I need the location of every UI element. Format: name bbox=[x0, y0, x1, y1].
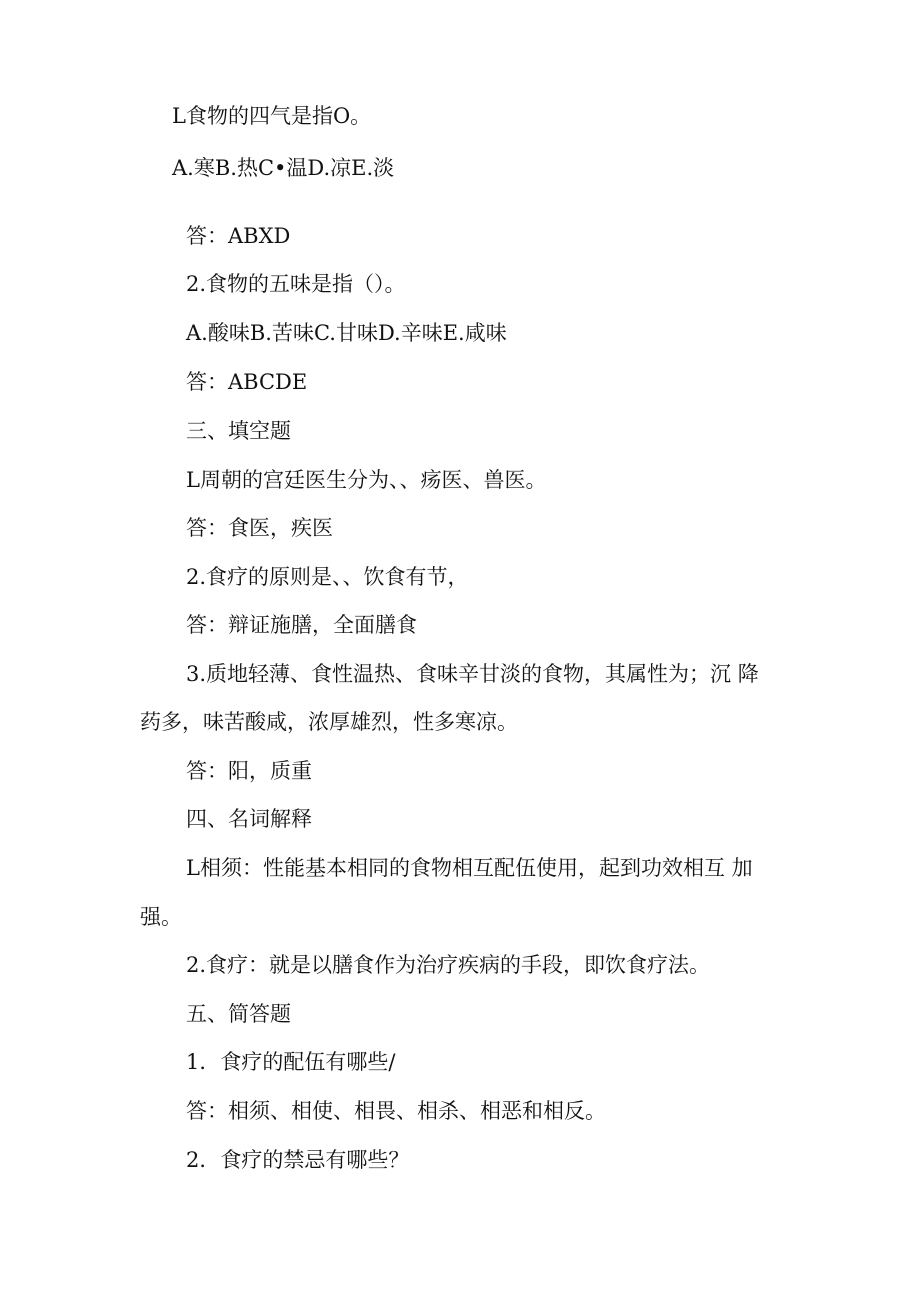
fill-blank-3-stem-line1: 3.质地轻薄、食性温热、食味辛甘淡的食物，其属性为；沉 降 bbox=[186, 662, 759, 686]
definition-1-line2: 强。 bbox=[140, 905, 182, 929]
fill-blank-2-answer: 答：辩证施膳，全面膳食 bbox=[186, 613, 417, 637]
fill-blank-3-answer: 答：阳，质重 bbox=[186, 759, 312, 783]
section-short-answer-heading: 五、简答题 bbox=[186, 1002, 291, 1026]
section-fill-blank-heading: 三、填空题 bbox=[186, 419, 291, 443]
short-answer-2-question: 2．食疗的禁忌有哪些？ bbox=[186, 1148, 410, 1172]
fill-blank-3-stem-line2: 药多，味苦酸咸，浓厚雄烈，性多寒凉。 bbox=[140, 710, 518, 734]
fill-blank-1-answer: 答：食医，疾医 bbox=[186, 516, 333, 540]
definition-2: 2.食疗：就是以膳食作为治疗疾病的手段，即饮食疗法。 bbox=[186, 953, 711, 977]
question-1-answer: 答：ABXD bbox=[186, 224, 291, 248]
question-2-answer: 答：ABCDE bbox=[186, 370, 308, 394]
question-2-stem: 2.食物的五味是指（）。 bbox=[186, 272, 406, 296]
question-1-stem: L食物的四气是指O。 bbox=[172, 104, 372, 128]
question-2-options: A.酸味B.苦味C.甘味D.辛味E.咸味 bbox=[186, 321, 507, 345]
fill-blank-2-stem: 2.食疗的原则是、、饮食有节， bbox=[186, 565, 469, 589]
short-answer-1-answer: 答：相须、相使、相畏、相杀、相恶和相反。 bbox=[186, 1099, 606, 1123]
question-1-options: A.寒B.热C•温D.凉E.淡 bbox=[172, 156, 395, 180]
fill-blank-1-stem: L周朝的宫廷医生分为、、疡医、兽医。 bbox=[186, 468, 547, 492]
section-definitions-heading: 四、名词解释 bbox=[186, 807, 312, 831]
definition-1-line1: L相须：性能基本相同的食物相互配伍使用，起到功效相互 加 bbox=[186, 856, 753, 880]
short-answer-1-question: 1．食疗的配伍有哪些/ bbox=[186, 1050, 396, 1074]
